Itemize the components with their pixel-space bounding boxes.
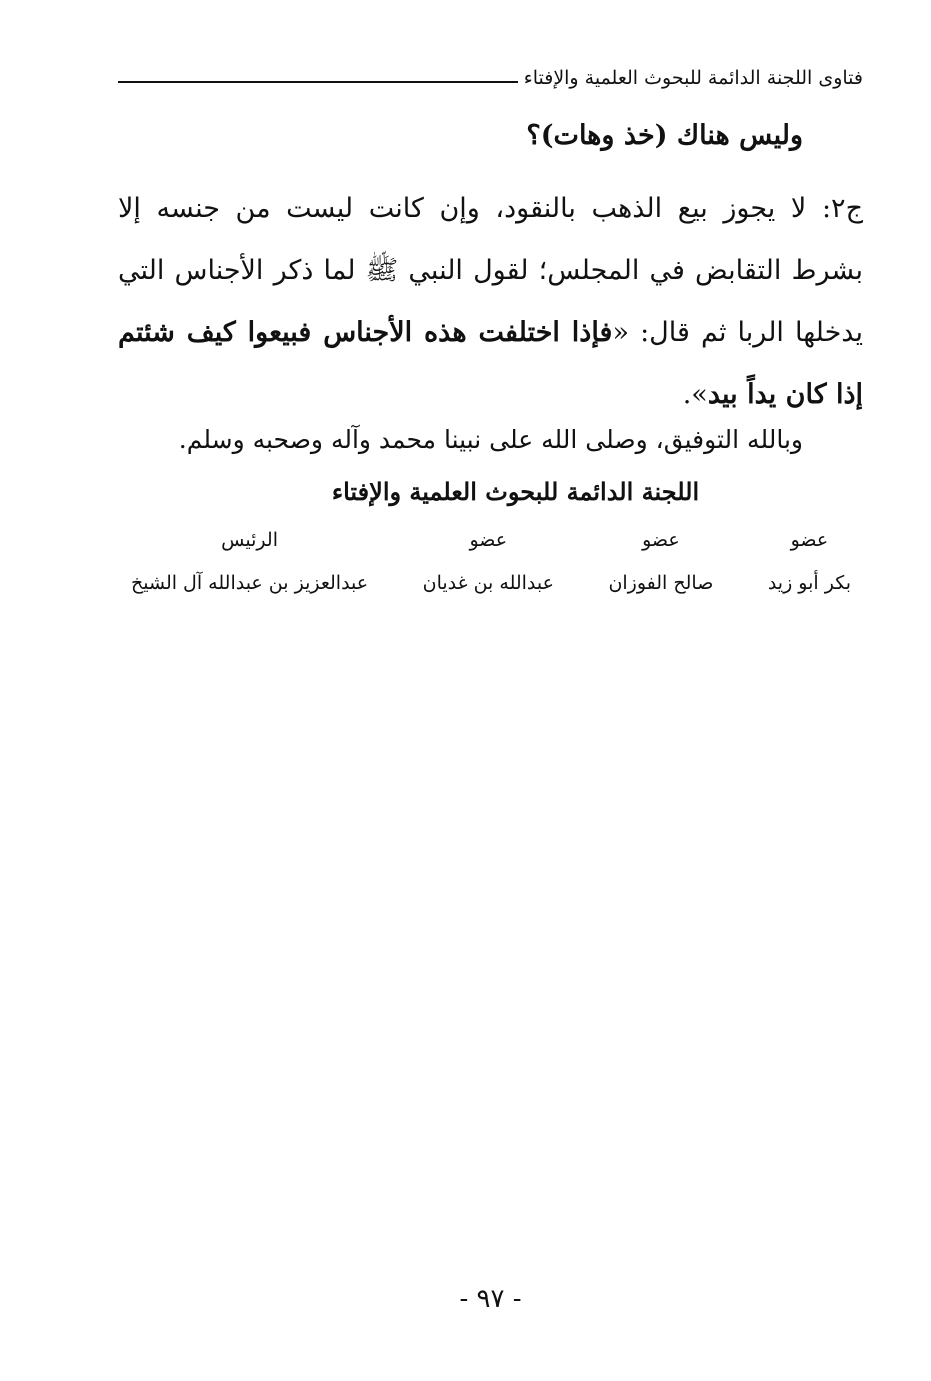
signatory-name: عبدالله بن غديان: [422, 572, 554, 594]
running-title: فتاوى اللجنة الدائمة للبحوث العلمية والإفتاء: [523, 67, 863, 89]
signatory-name: صالح الفوزان: [608, 572, 714, 594]
header-rule: [118, 81, 518, 83]
signatory: [608, 526, 713, 600]
signatory: [131, 526, 368, 600]
close-quote: ».: [682, 379, 708, 410]
hadith-quote: فإذا اختلفت هذه الأجناس فبيعوا كيف شئتم إذا كان يداً بيد: [118, 317, 863, 410]
signatory-role: عضو: [469, 529, 508, 551]
signatory-role: عضو: [790, 529, 829, 551]
answer-text: ج٢: لا يجوز بيع الذهب بالنقود، وإن كانت ليست من جنسه إلا بشرط التقابض في المجلس؛ لقول النبي ﷺ لما ذكر الأجناس التي يدخلها الربا ثم قال:: [118, 193, 863, 348]
signatory: [768, 526, 851, 600]
signatory-name: بكر أبو زيد: [767, 572, 851, 594]
answer-paragraph: [118, 178, 863, 426]
open-quote: «: [612, 317, 629, 348]
signatory: [423, 526, 554, 600]
page-number: - ٩٧ -: [459, 1284, 522, 1314]
signatory-role: الرئيس: [221, 529, 278, 551]
closing-line: وبالله التوفيق، وصلى الله على نبينا محمد وآله وصحبه وسلم.: [178, 425, 803, 454]
signatories: [131, 526, 851, 600]
committee-name: اللجنة الدائمة للبحوث العلمية والإفتاء: [331, 477, 700, 506]
signatory-role: عضو: [642, 529, 680, 551]
question-tail: وليس هناك (خذ وهات)؟: [526, 120, 803, 151]
running-header: [118, 62, 863, 94]
signatory-name: عبدالعزيز بن عبدالله آل الشيخ: [131, 572, 369, 594]
